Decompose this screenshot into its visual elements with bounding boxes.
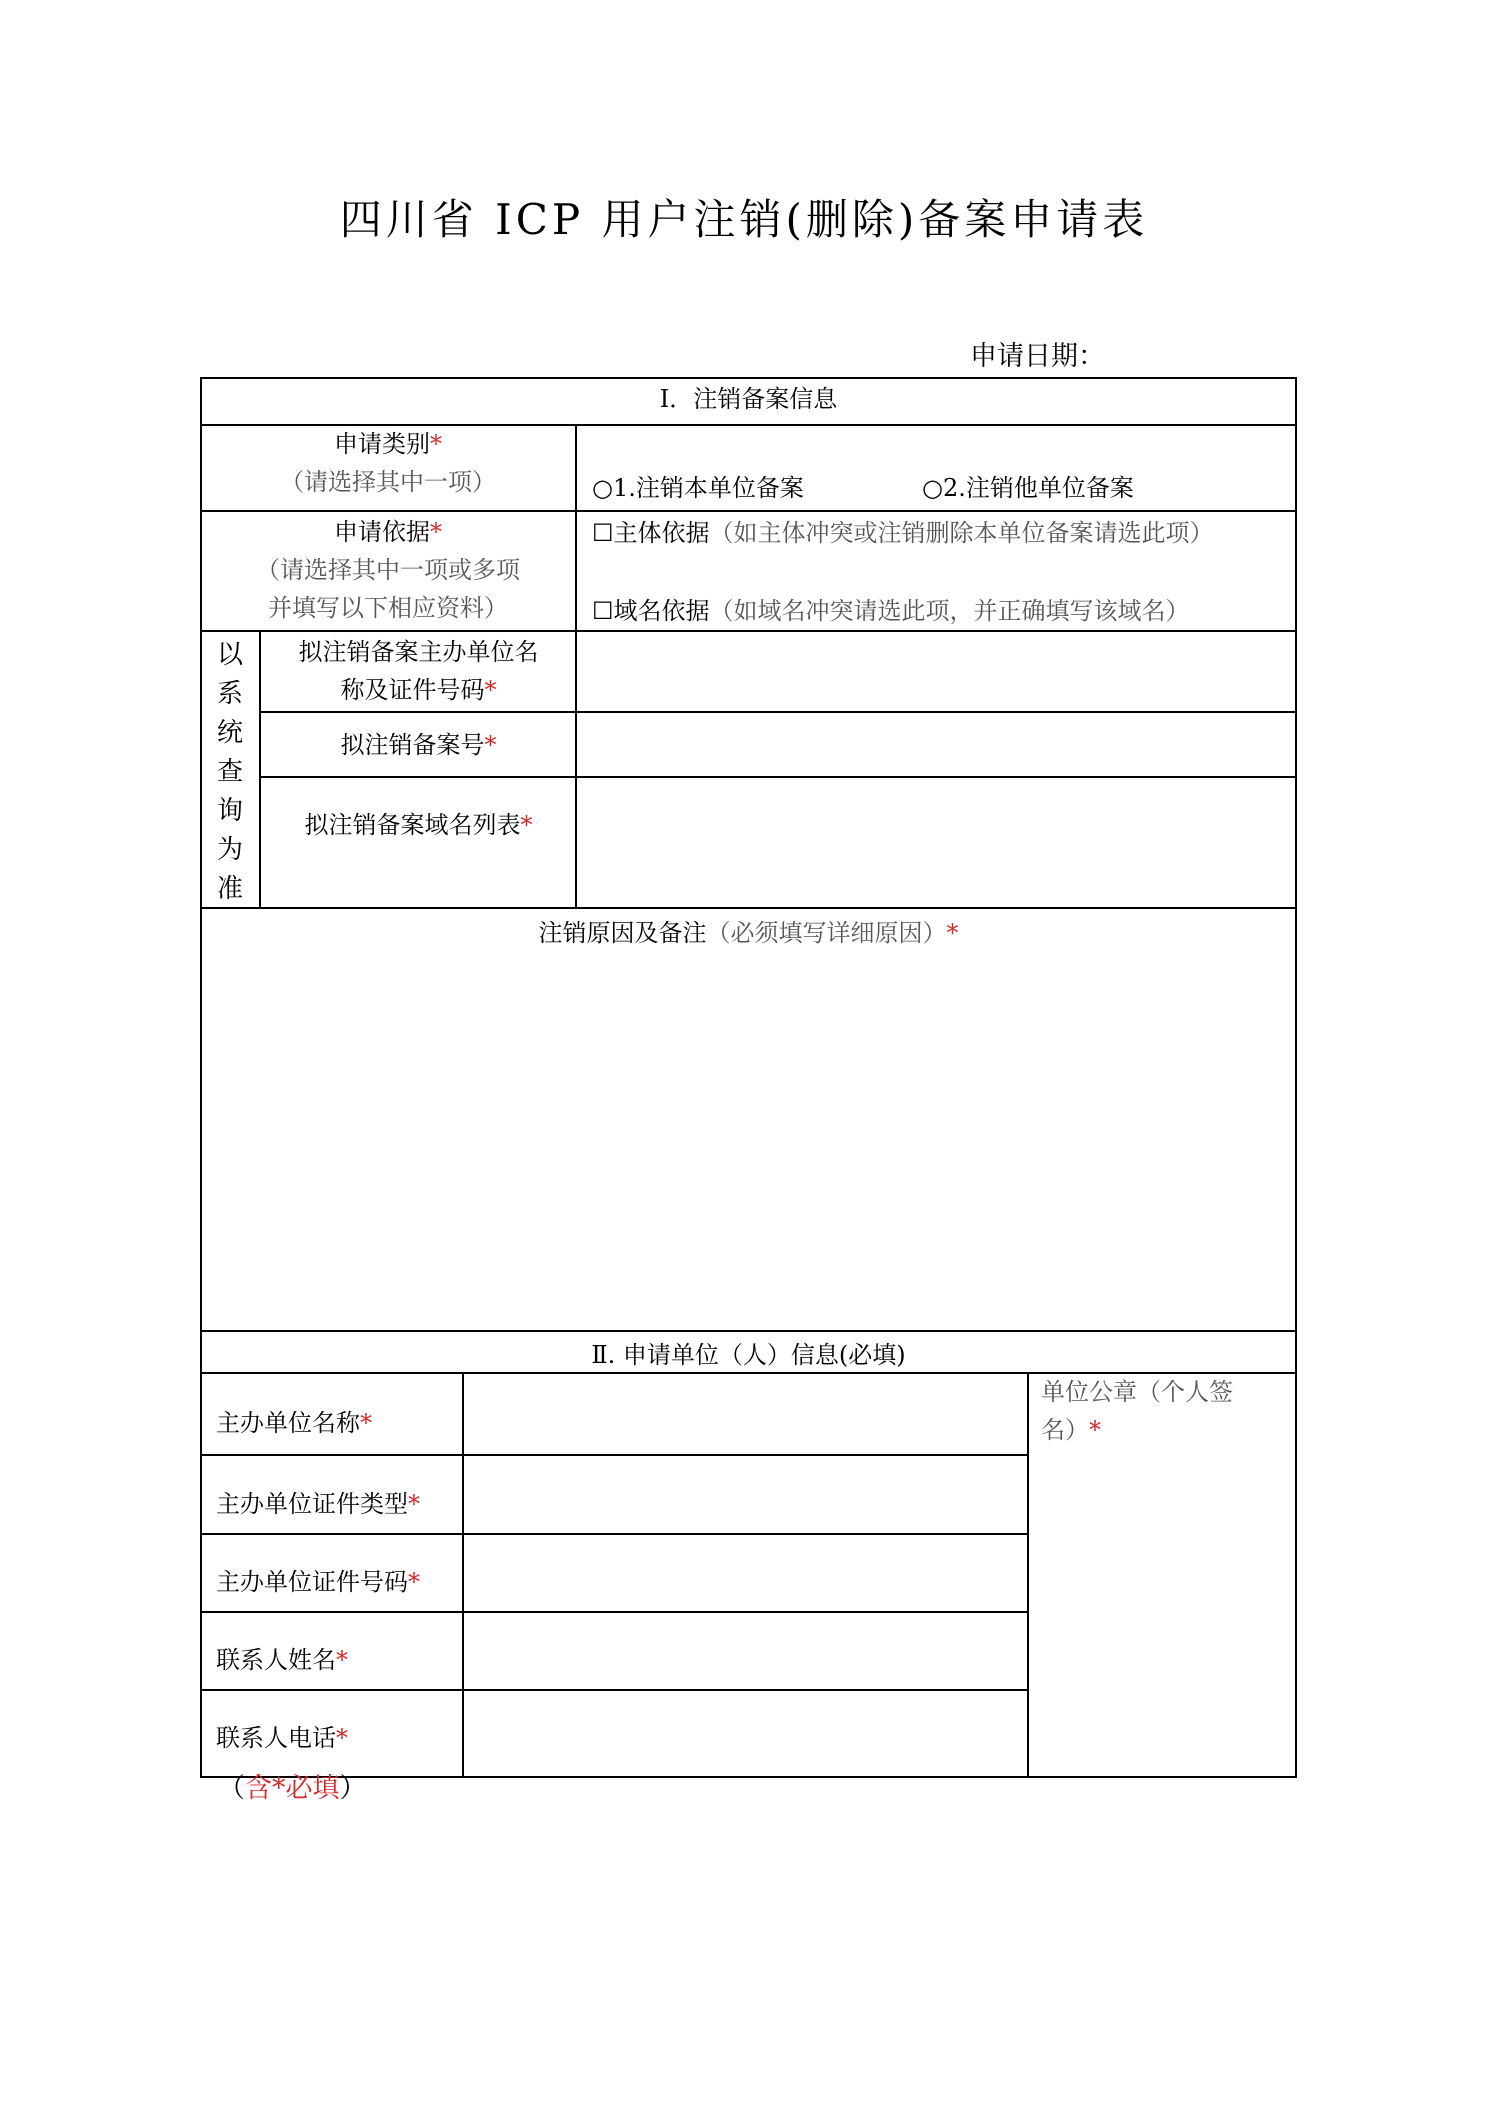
- basis-hint-line2: 并填写以下相应资料）: [268, 594, 508, 622]
- checkbox-icon[interactable]: ☐: [592, 597, 614, 625]
- system-query-char: 询: [216, 796, 243, 826]
- required-mark: *: [430, 518, 442, 546]
- apply-date-label: 申请日期：: [970, 341, 1105, 372]
- basis-option-subject[interactable]: [592, 514, 1292, 552]
- cert-no-label-cell: [216, 1563, 456, 1601]
- reason-hint: （必须填写详细原因）: [706, 919, 947, 947]
- system-query-char: 查: [216, 757, 243, 787]
- field-label: 联系人姓名: [216, 1646, 336, 1674]
- section1-header: Ⅰ．注销备案信息: [659, 385, 838, 413]
- required-footnote: [218, 1769, 518, 1809]
- seal-area[interactable]: [1030, 1460, 1294, 1774]
- reason-label-cell: [200, 914, 1297, 952]
- category-option-1[interactable]: ○1.注销本单位备案: [592, 474, 804, 502]
- basis-option-domain[interactable]: [592, 592, 1292, 630]
- category-option-2[interactable]: ○2.注销他单位备案: [922, 474, 1134, 502]
- required-mark: *: [484, 676, 497, 704]
- required-mark: *: [408, 1490, 420, 1518]
- system-query-char: 统: [216, 718, 243, 748]
- category-label-cell: [200, 425, 576, 501]
- field-label: 主办单位证件号码: [216, 1568, 408, 1596]
- footnote-close: ）: [339, 1773, 367, 1804]
- domain-list-label-cell: [261, 806, 576, 844]
- reason-textarea[interactable]: [203, 960, 1293, 1328]
- sponsor-name-input[interactable]: [465, 1375, 1026, 1453]
- sponsor-input[interactable]: [578, 633, 1294, 710]
- basis-label-cell: [200, 513, 576, 627]
- required-mark: *: [946, 919, 959, 947]
- seal-label-line1: 单位公章（个人签: [1041, 1378, 1233, 1406]
- apply-date-field[interactable]: [1106, 340, 1286, 376]
- contact-phone-label-cell: [216, 1719, 456, 1757]
- sponsor-label-cell: [261, 633, 576, 709]
- required-mark: *: [360, 1409, 372, 1437]
- basis-label: 申请依据: [334, 518, 430, 546]
- required-mark: *: [408, 1568, 420, 1596]
- basis-hint-line1: （请选择其中一项或多项: [256, 556, 520, 584]
- record-no-label: 拟注销备案号: [340, 731, 485, 759]
- record-no-label-cell: [261, 726, 576, 764]
- system-query-note: [200, 636, 260, 909]
- system-query-char: 系: [216, 679, 243, 709]
- required-mark: *: [336, 1724, 348, 1752]
- required-mark: *: [484, 731, 497, 759]
- contact-phone-input[interactable]: [465, 1692, 1026, 1775]
- checkbox-icon[interactable]: ☐: [592, 519, 614, 547]
- required-mark: *: [336, 1646, 348, 1674]
- footnote-text: 含*必填: [245, 1773, 340, 1804]
- domain-list-label: 拟注销备案域名列表: [304, 811, 521, 839]
- cert-type-input[interactable]: [465, 1457, 1026, 1532]
- section2-header: Ⅱ. 申请单位（人）信息(必填): [591, 1341, 906, 1369]
- required-mark: *: [430, 430, 442, 458]
- system-query-char: 准: [216, 874, 243, 904]
- form-title: 四川省 ICP 用户注销(删除)备案申请表: [339, 195, 1149, 244]
- sponsor-label-line1: 拟注销备案主办单位名: [298, 638, 539, 666]
- contact-name-label-cell: [216, 1641, 456, 1679]
- basis-option-subject-hint: （如主体冲突或注销删除本单位备案请选此项）: [709, 519, 1214, 547]
- category-hint: （请选择其中一项）: [280, 468, 496, 496]
- field-label: 主办单位证件类型: [216, 1490, 408, 1518]
- field-label: 主办单位名称: [216, 1409, 360, 1437]
- basis-option-subject-label: 主体依据: [613, 519, 710, 547]
- category-label: 申请类别: [334, 430, 430, 458]
- contact-name-input[interactable]: [465, 1614, 1026, 1688]
- basis-option-domain-label: 域名依据: [613, 597, 710, 625]
- field-label: 联系人电话: [216, 1724, 336, 1752]
- domain-list-input[interactable]: [578, 779, 1294, 906]
- cert-type-label-cell: [216, 1485, 456, 1523]
- required-mark: *: [520, 811, 533, 839]
- required-mark: *: [1089, 1416, 1101, 1444]
- system-query-char: 以: [216, 640, 243, 670]
- record-no-input[interactable]: [578, 714, 1294, 775]
- sponsor-name-label-cell: [216, 1404, 456, 1442]
- system-query-char: 为: [216, 835, 243, 865]
- cert-no-input[interactable]: [465, 1536, 1026, 1610]
- footnote-open: （: [218, 1773, 245, 1804]
- sponsor-label-line2: 称及证件号码: [340, 676, 485, 704]
- seal-label-line2: 名）: [1041, 1416, 1089, 1444]
- reason-label: 注销原因及备注: [538, 919, 707, 947]
- seal-label-cell: [1041, 1373, 1286, 1449]
- basis-option-domain-hint: （如域名冲突请选此项，并正确填写该域名）: [709, 597, 1190, 625]
